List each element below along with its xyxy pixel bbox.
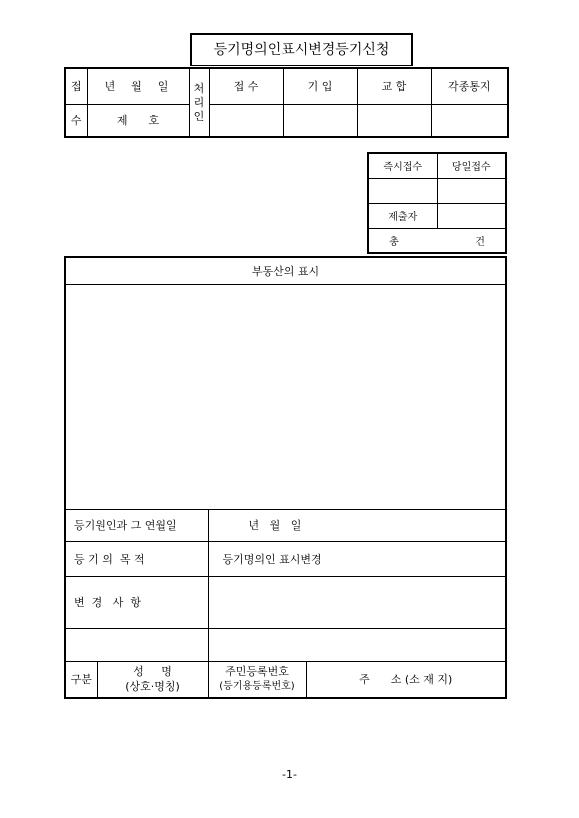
total-row bbox=[368, 228, 506, 253]
blank-label-cell bbox=[65, 628, 208, 661]
purpose-value: 등기명의인 표시변경 bbox=[208, 541, 506, 576]
col-notice: 각종통지 bbox=[431, 68, 508, 104]
immediate-label: 즉시접수 bbox=[368, 153, 437, 178]
col-entry: 기 입 bbox=[283, 68, 357, 104]
su-label: 수 bbox=[65, 104, 87, 137]
cause-value[interactable] bbox=[208, 509, 506, 541]
cheoriin-label: 처 리 인 bbox=[189, 68, 209, 137]
form-title: 등기명의인표시변경등기신청 bbox=[190, 33, 413, 66]
entry-cell[interactable] bbox=[283, 104, 357, 137]
sameday-label: 당일접수 bbox=[437, 153, 506, 178]
property-description-area[interactable] bbox=[65, 284, 506, 509]
name-line1: 성 명 bbox=[133, 665, 172, 679]
col-check: 교 합 bbox=[357, 68, 431, 104]
change-label: 변 경 사 항 bbox=[65, 576, 208, 628]
submitter-label: 제출자 bbox=[368, 203, 437, 228]
immediate-cell[interactable] bbox=[368, 178, 437, 203]
property-header: 부동산의 표시 bbox=[65, 257, 506, 284]
side-receipt-table bbox=[367, 152, 507, 254]
number-label: 제 호 bbox=[87, 104, 189, 137]
submitter-cell[interactable] bbox=[437, 203, 506, 228]
blank-value-cell[interactable] bbox=[208, 628, 506, 661]
main-table bbox=[64, 256, 507, 699]
id-line1: 주민등록번호 bbox=[225, 665, 289, 679]
col-receipt: 접 수 bbox=[209, 68, 283, 104]
count-label: 건 bbox=[475, 236, 485, 248]
purpose-label: 등 기 의 목 적 bbox=[65, 541, 208, 576]
name-line2: (상호·명칭) bbox=[125, 680, 180, 694]
receipt-table bbox=[64, 67, 509, 138]
receipt-cell[interactable] bbox=[209, 104, 283, 137]
id-line2: (등기용등록번호) bbox=[219, 681, 295, 693]
id-header bbox=[208, 661, 306, 698]
sameday-cell[interactable] bbox=[437, 178, 506, 203]
check-cell[interactable] bbox=[357, 104, 431, 137]
notice-cell[interactable] bbox=[431, 104, 508, 137]
page-number: -1- bbox=[282, 768, 297, 781]
gubun-label: 구분 bbox=[65, 661, 97, 698]
total-label: 총 bbox=[389, 236, 399, 248]
date-label: 년 월 일 bbox=[87, 68, 189, 104]
cause-label: 등기원인과 그 연월일 bbox=[65, 509, 208, 541]
cause-date: 년 월 일 bbox=[248, 519, 302, 532]
jeop-label: 접 bbox=[65, 68, 87, 104]
name-header bbox=[97, 661, 208, 698]
address-header: 주 소 (소 재 지) bbox=[306, 661, 506, 698]
change-value-cell[interactable] bbox=[208, 576, 506, 628]
